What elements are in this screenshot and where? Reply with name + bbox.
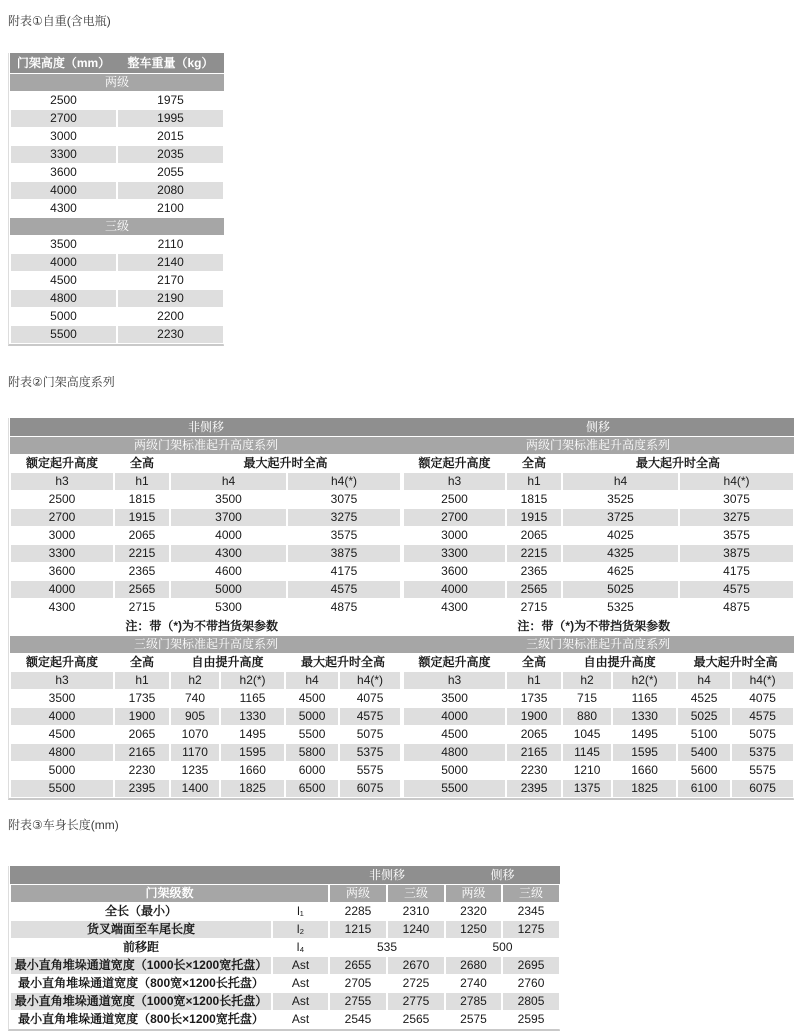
t2-group-header: 额定起升高度 xyxy=(402,455,506,473)
t2-subheader: h1 xyxy=(506,672,562,690)
t2-cell: 1495 xyxy=(220,726,285,744)
t3-symbol: Ast xyxy=(272,975,329,993)
t2-subtitle: 两级门架标准起升高度系列 xyxy=(10,437,402,455)
t2-cell: 4525 xyxy=(677,690,731,708)
t1-cell: 2500 xyxy=(10,92,117,110)
t2-cell: 4000 xyxy=(10,708,114,726)
t3-cell: 2595 xyxy=(502,1011,560,1029)
t2-cell: 5025 xyxy=(562,581,679,599)
t2-cell: 3075 xyxy=(679,491,794,509)
t2-cell: 6075 xyxy=(339,780,402,798)
t2-group-header: 自由提升高度 xyxy=(170,654,285,672)
t2-cell: 5100 xyxy=(677,726,731,744)
t3-cell: 2310 xyxy=(387,903,445,921)
t2-subheader: h3 xyxy=(402,473,506,491)
t3-symbol: l₄ xyxy=(272,939,329,957)
t2-group-header: 额定起升高度 xyxy=(10,654,114,672)
t3-cell: 1240 xyxy=(387,921,445,939)
t2-cell: 4025 xyxy=(562,527,679,545)
t2-group-header: 最大起升时全高 xyxy=(562,455,794,473)
t2-cell: 3300 xyxy=(10,545,114,563)
t1-cell: 2110 xyxy=(117,236,224,254)
t3-row-label: 最小直角堆垛通道宽度（800宽×1200长托盘） xyxy=(10,975,272,993)
t2-group-header: 额定起升高度 xyxy=(402,654,506,672)
t2-cell: 5375 xyxy=(339,744,402,762)
t2-cell: 1170 xyxy=(170,744,220,762)
t3-cell: 2545 xyxy=(329,1011,387,1029)
t2-cell: 2715 xyxy=(114,599,170,617)
t2-cell: 3600 xyxy=(10,563,114,581)
t3-cell: 2785 xyxy=(445,993,502,1011)
t2-group-header: 最大起升时全高 xyxy=(677,654,794,672)
t1-cell: 2055 xyxy=(117,164,224,182)
t2-cell: 1660 xyxy=(612,762,677,780)
t2-cell: 4000 xyxy=(402,581,506,599)
t2-subheader: h4(*) xyxy=(731,672,794,690)
t2-note-empty xyxy=(677,618,731,636)
t2-cell: 2065 xyxy=(114,527,170,545)
t2-cell: 5575 xyxy=(731,762,794,780)
table2-three-stage-table xyxy=(9,617,795,798)
t2-group-header: 全高 xyxy=(506,455,562,473)
t1-cell: 3600 xyxy=(10,164,117,182)
t3-cell: 1215 xyxy=(329,921,387,939)
t2-subtitle: 两级门架标准起升高度系列 xyxy=(402,437,794,455)
t2-cell: 4600 xyxy=(170,563,287,581)
t2-cell: 1375 xyxy=(562,780,612,798)
t3-row-label: 前移距 xyxy=(10,939,272,957)
t2-cell: 3275 xyxy=(679,509,794,527)
t2-cell: 4875 xyxy=(287,599,402,617)
t2-cell: 2565 xyxy=(506,581,562,599)
t2-cell: 2230 xyxy=(506,762,562,780)
t3-cell: 2670 xyxy=(387,957,445,975)
t2-subtitle: 三级门架标准起升高度系列 xyxy=(10,636,402,654)
t3-col-header: 两级 xyxy=(445,885,502,903)
t1-cell: 2080 xyxy=(117,182,224,200)
t1-cell: 4300 xyxy=(10,200,117,218)
t2-cell: 4000 xyxy=(170,527,287,545)
t2-cell: 1815 xyxy=(114,491,170,509)
t2-cell: 1825 xyxy=(220,780,285,798)
t3-col-header: 三级 xyxy=(502,885,560,903)
t2-cell: 5325 xyxy=(562,599,679,617)
t3-symbol: Ast xyxy=(272,957,329,975)
t2-cell: 2395 xyxy=(506,780,562,798)
t2-cell: 5075 xyxy=(731,726,794,744)
t2-cell: 5000 xyxy=(402,762,506,780)
t3-cell: 500 xyxy=(445,939,560,957)
t2-cell: 3275 xyxy=(287,509,402,527)
t2-cell: 5500 xyxy=(10,780,114,798)
t2-subheader: h4 xyxy=(677,672,731,690)
t2-cell: 1045 xyxy=(562,726,612,744)
t1-cell: 4500 xyxy=(10,272,117,290)
t3-row-label: 最小直角堆垛通道宽度（800长×1200宽托盘） xyxy=(10,1011,272,1029)
t2-cell: 4575 xyxy=(339,708,402,726)
t2-cell: 1495 xyxy=(612,726,677,744)
t2-note-empty xyxy=(731,618,794,636)
t3-symbol: l₁ xyxy=(272,903,329,921)
t2-cell: 5500 xyxy=(285,726,339,744)
t2-cell: 4300 xyxy=(10,599,114,617)
t2-cell: 1900 xyxy=(506,708,562,726)
t1-col-header: 门架高度（mm） xyxy=(10,53,117,74)
t2-cell: 5025 xyxy=(677,708,731,726)
t1-cell: 2190 xyxy=(117,290,224,308)
t1-cell: 2015 xyxy=(117,128,224,146)
t1-cell: 3000 xyxy=(10,128,117,146)
t3-cell: 2565 xyxy=(387,1011,445,1029)
t2-cell: 1915 xyxy=(114,509,170,527)
t1-cell: 2230 xyxy=(117,326,224,344)
t3-cell: 2805 xyxy=(502,993,560,1011)
table1-weight xyxy=(8,53,224,346)
t1-col-header: 整车重量（kg） xyxy=(117,53,224,74)
t2-subheader: h1 xyxy=(114,672,170,690)
t2-cell: 4075 xyxy=(339,690,402,708)
table1-title: 附表①自重(含电瓶) xyxy=(8,14,111,28)
t3-cell: 2740 xyxy=(445,975,502,993)
t2-group-header: 全高 xyxy=(506,654,562,672)
t2-cell: 3000 xyxy=(402,527,506,545)
t3-header-label: 门架级数 xyxy=(10,885,329,903)
t2-cell: 6075 xyxy=(731,780,794,798)
t2-cell: 5500 xyxy=(402,780,506,798)
t2-cell: 2065 xyxy=(506,527,562,545)
t1-cell: 2140 xyxy=(117,254,224,272)
t3-cell: 2695 xyxy=(502,957,560,975)
t2-subheader: h4(*) xyxy=(339,672,402,690)
t2-cell: 4500 xyxy=(285,690,339,708)
t2-note-empty xyxy=(285,618,339,636)
t1-cell: 5500 xyxy=(10,326,117,344)
t2-cell: 3575 xyxy=(679,527,794,545)
t2-cell: 1595 xyxy=(612,744,677,762)
t2-cell: 715 xyxy=(562,690,612,708)
t2-cell: 2065 xyxy=(114,726,170,744)
t2-cell: 4300 xyxy=(402,599,506,617)
t2-subheader: h3 xyxy=(402,672,506,690)
t2-cell: 4625 xyxy=(562,563,679,581)
t2-group-header: 最大起升时全高 xyxy=(285,654,402,672)
t2-subheader: h3 xyxy=(10,473,114,491)
t3-band-empty xyxy=(10,866,329,885)
t1-cell: 1995 xyxy=(117,110,224,128)
table2-title: 附表②门架高度系列 xyxy=(8,375,115,389)
t2-cell: 3500 xyxy=(402,690,506,708)
t2-cell: 2365 xyxy=(114,563,170,581)
t2-cell: 1660 xyxy=(220,762,285,780)
t2-cell: 3300 xyxy=(402,545,506,563)
t2-note: 注：带（*)为不带挡货架参数 xyxy=(402,618,677,636)
t1-cell: 3500 xyxy=(10,236,117,254)
t2-cell: 6100 xyxy=(677,780,731,798)
t2-group-header: 全高 xyxy=(114,455,170,473)
t3-symbol: Ast xyxy=(272,1011,329,1029)
t1-cell: 5000 xyxy=(10,308,117,326)
table2-two-stage-table xyxy=(9,418,795,617)
t1-cell: 3300 xyxy=(10,146,117,164)
t1-cell: 4800 xyxy=(10,290,117,308)
t2-cell: 5300 xyxy=(170,599,287,617)
t2-cell: 1070 xyxy=(170,726,220,744)
t2-cell: 2565 xyxy=(114,581,170,599)
t2-cell: 3700 xyxy=(170,509,287,527)
t3-band-label: 侧移 xyxy=(445,866,560,885)
t2-group-header: 全高 xyxy=(114,654,170,672)
t2-cell: 1165 xyxy=(612,690,677,708)
t2-group-header: 额定起升高度 xyxy=(10,455,114,473)
t2-subheader: h1 xyxy=(506,473,562,491)
t3-col-header: 两级 xyxy=(329,885,387,903)
t2-cell: 1235 xyxy=(170,762,220,780)
t2-subheader: h4 xyxy=(562,473,679,491)
t2-cell: 740 xyxy=(170,690,220,708)
t2-subheader: h2 xyxy=(562,672,612,690)
t2-cell: 4175 xyxy=(679,563,794,581)
t2-cell: 905 xyxy=(170,708,220,726)
t1-cell: 4000 xyxy=(10,182,117,200)
t3-row-label: 货叉端面至车尾长度 xyxy=(10,921,272,939)
t3-cell: 2725 xyxy=(387,975,445,993)
t3-cell: 2575 xyxy=(445,1011,502,1029)
t1-cell: 2700 xyxy=(10,110,117,128)
t2-cell: 5600 xyxy=(677,762,731,780)
t1-section-band: 三级 xyxy=(10,218,224,236)
t2-cell: 4075 xyxy=(731,690,794,708)
t3-cell: 535 xyxy=(329,939,445,957)
t3-cell: 2285 xyxy=(329,903,387,921)
t3-cell: 2345 xyxy=(502,903,560,921)
t2-cell: 2700 xyxy=(10,509,114,527)
t2-group-header: 自由提升高度 xyxy=(562,654,677,672)
t2-cell: 1815 xyxy=(506,491,562,509)
t1-cell: 2200 xyxy=(117,308,224,326)
t2-cell: 3725 xyxy=(562,509,679,527)
t2-subheader: h2(*) xyxy=(612,672,677,690)
t3-cell: 2680 xyxy=(445,957,502,975)
t2-subheader: h2(*) xyxy=(220,672,285,690)
t1-cell: 2035 xyxy=(117,146,224,164)
t2-cell: 5075 xyxy=(339,726,402,744)
t2-cell: 1210 xyxy=(562,762,612,780)
t2-cell: 4500 xyxy=(10,726,114,744)
t3-cell: 2705 xyxy=(329,975,387,993)
t1-cell: 4000 xyxy=(10,254,117,272)
t3-row-label: 最小直角堆垛通道宽度（1000长×1200宽托盘） xyxy=(10,957,272,975)
t2-subheader: h4(*) xyxy=(679,473,794,491)
t3-band-label: 非侧移 xyxy=(329,866,445,885)
t2-cell: 1595 xyxy=(220,744,285,762)
table3-body-length xyxy=(8,866,560,1031)
t2-cell: 4500 xyxy=(402,726,506,744)
t2-cell: 1330 xyxy=(612,708,677,726)
t2-cell: 6000 xyxy=(285,762,339,780)
t2-cell: 1400 xyxy=(170,780,220,798)
t2-cell: 2500 xyxy=(10,491,114,509)
t2-cell: 1915 xyxy=(506,509,562,527)
t2-cell: 4875 xyxy=(679,599,794,617)
t2-cell: 3500 xyxy=(10,690,114,708)
t2-cell: 2165 xyxy=(506,744,562,762)
t2-cell: 4300 xyxy=(170,545,287,563)
t2-cell: 2700 xyxy=(402,509,506,527)
t3-symbol: l₂ xyxy=(272,921,329,939)
t3-cell: 2755 xyxy=(329,993,387,1011)
t2-band-label: 侧移 xyxy=(402,418,794,437)
t2-group-header: 最大起升时全高 xyxy=(170,455,402,473)
t2-cell: 2215 xyxy=(114,545,170,563)
t2-cell: 4000 xyxy=(10,581,114,599)
t2-cell: 4175 xyxy=(287,563,402,581)
table3-body-length-table xyxy=(9,866,561,1029)
t2-cell: 1735 xyxy=(506,690,562,708)
t2-cell: 2365 xyxy=(506,563,562,581)
t2-subheader: h4 xyxy=(170,473,287,491)
t2-cell: 1165 xyxy=(220,690,285,708)
t2-cell: 3875 xyxy=(679,545,794,563)
table1-weight-table xyxy=(9,53,225,344)
t2-subheader: h4 xyxy=(285,672,339,690)
t3-cell: 2760 xyxy=(502,975,560,993)
t3-symbol: Ast xyxy=(272,993,329,1011)
t2-subheader: h2 xyxy=(170,672,220,690)
t2-cell: 3875 xyxy=(287,545,402,563)
t2-cell: 3600 xyxy=(402,563,506,581)
t3-cell: 2655 xyxy=(329,957,387,975)
t2-cell: 5400 xyxy=(677,744,731,762)
t3-row-label: 全长（最小） xyxy=(10,903,272,921)
t2-cell: 2500 xyxy=(402,491,506,509)
t2-cell: 2230 xyxy=(114,762,170,780)
t1-section-band: 两级 xyxy=(10,74,224,92)
t2-cell: 3000 xyxy=(10,527,114,545)
t2-cell: 4325 xyxy=(562,545,679,563)
t2-cell: 1145 xyxy=(562,744,612,762)
t3-cell: 2775 xyxy=(387,993,445,1011)
t2-cell: 5575 xyxy=(339,762,402,780)
t1-cell: 2170 xyxy=(117,272,224,290)
t2-cell: 2215 xyxy=(506,545,562,563)
t2-cell: 5000 xyxy=(170,581,287,599)
t2-cell: 5000 xyxy=(285,708,339,726)
t2-cell: 1735 xyxy=(114,690,170,708)
t2-cell: 1900 xyxy=(114,708,170,726)
t2-cell: 6500 xyxy=(285,780,339,798)
t2-cell: 2165 xyxy=(114,744,170,762)
table2-mast-heights xyxy=(8,418,794,800)
t2-cell: 4000 xyxy=(402,708,506,726)
t2-cell: 3075 xyxy=(287,491,402,509)
t2-cell: 2715 xyxy=(506,599,562,617)
t2-cell: 5000 xyxy=(10,762,114,780)
t3-cell: 1275 xyxy=(502,921,560,939)
t2-cell: 5375 xyxy=(731,744,794,762)
t2-cell: 4575 xyxy=(731,708,794,726)
t2-subheader: h4(*) xyxy=(287,473,402,491)
t2-cell: 4800 xyxy=(402,744,506,762)
t2-cell: 3575 xyxy=(287,527,402,545)
t2-cell: 4800 xyxy=(10,744,114,762)
t2-note-empty xyxy=(339,618,402,636)
t2-cell: 3525 xyxy=(562,491,679,509)
t3-col-header: 三级 xyxy=(387,885,445,903)
t2-cell: 2395 xyxy=(114,780,170,798)
t2-cell: 1825 xyxy=(612,780,677,798)
t2-subheader: h1 xyxy=(114,473,170,491)
table3-title: 附表③车身长度(mm) xyxy=(8,818,119,832)
t2-band-label: 非侧移 xyxy=(10,418,402,437)
t2-cell: 4575 xyxy=(679,581,794,599)
t2-cell: 3500 xyxy=(170,491,287,509)
t1-cell: 1975 xyxy=(117,92,224,110)
t3-cell: 1250 xyxy=(445,921,502,939)
t2-subheader: h3 xyxy=(10,672,114,690)
t3-row-label: 最小直角堆垛通道宽度（1000宽×1200长托盘） xyxy=(10,993,272,1011)
t1-cell: 2100 xyxy=(117,200,224,218)
t2-note: 注：带（*)为不带挡货架参数 xyxy=(10,618,285,636)
t2-cell: 880 xyxy=(562,708,612,726)
t3-cell: 2320 xyxy=(445,903,502,921)
t2-cell: 1330 xyxy=(220,708,285,726)
t2-subtitle: 三级门架标准起升高度系列 xyxy=(402,636,794,654)
t2-cell: 5800 xyxy=(285,744,339,762)
t2-cell: 2065 xyxy=(506,726,562,744)
t2-cell: 4575 xyxy=(287,581,402,599)
